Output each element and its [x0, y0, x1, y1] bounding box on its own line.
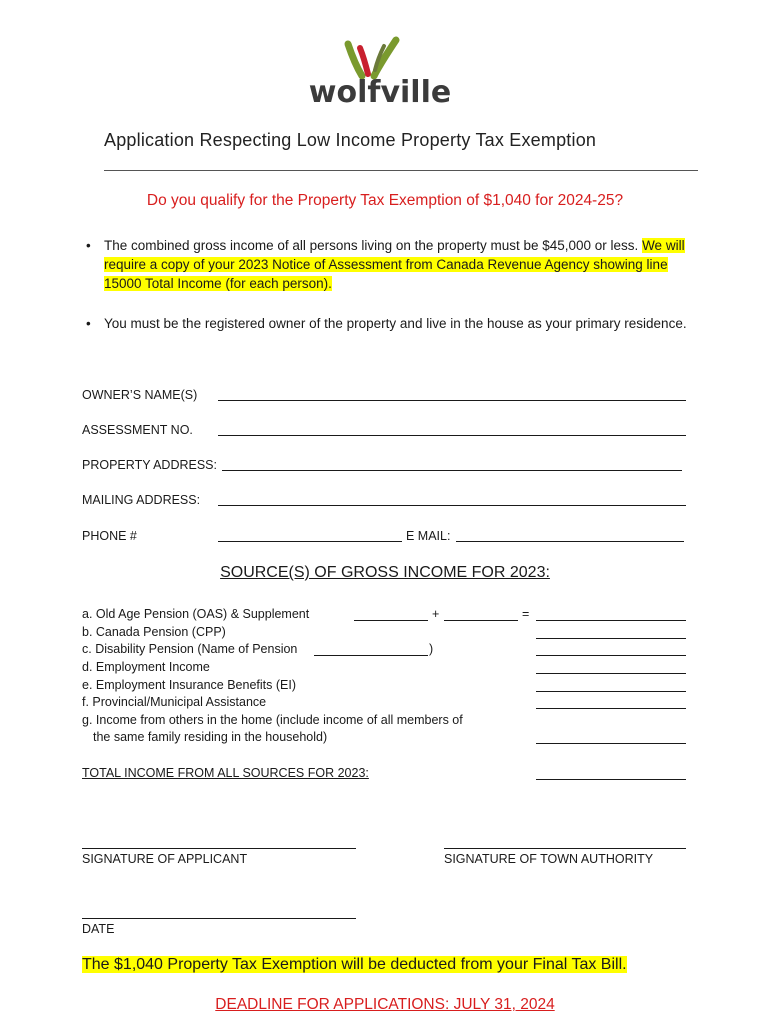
supplement-field[interactable]: [444, 620, 518, 621]
income-item-e: e. Employment Insurance Benefits (EI): [82, 678, 296, 692]
income-item-d: d. Employment Income: [82, 660, 210, 674]
title-divider: [104, 170, 698, 171]
total-income-field[interactable]: [536, 779, 686, 780]
property-address-label: PROPERTY ADDRESS:: [82, 458, 217, 472]
deduction-note: [82, 956, 627, 974]
pension-name-close-paren: ): [429, 642, 434, 656]
income-item-b: b. Canada Pension (CPP): [82, 625, 226, 639]
qualify-question: Do you qualify for the Property Tax Exemption of $1,040 for 2024-25?: [146, 192, 624, 209]
notice-of-assessment-highlight: We will require a copy of your 2023 Notice of Assessment from Canada Revenue Agency showing line 15000 Total Income (for each person).: [104, 238, 685, 291]
income-d-field[interactable]: [536, 673, 686, 674]
ownership-requirement-text: You must be the registered owner of the property and live in the house as your primary residence.: [104, 316, 687, 331]
bullet-dot: •: [86, 238, 91, 253]
logo-wordmark: wolfville: [308, 75, 452, 110]
income-f-field[interactable]: [536, 708, 686, 709]
income-e-field[interactable]: [536, 691, 686, 692]
wolfville-logo-mark: [300, 36, 460, 120]
deadline-notice: [0, 996, 770, 1014]
property-address-field[interactable]: [222, 470, 682, 471]
bullet-dot: •: [86, 316, 91, 331]
income-b-field[interactable]: [536, 638, 686, 639]
income-c-field[interactable]: [536, 655, 686, 656]
income-item-g: g. Income from others in the home (include income of all members of: [82, 713, 463, 727]
total-income-label: TOTAL INCOME FROM ALL SOURCES FOR 2023:: [82, 766, 369, 780]
income-g-field[interactable]: [536, 743, 686, 744]
income-heading-text: SOURCE(S) OF GROSS INCOME FOR 2023:: [220, 564, 550, 581]
oas-field[interactable]: [354, 620, 428, 621]
applicant-signature-label: SIGNATURE OF APPLICANT: [82, 852, 248, 866]
date-label: DATE: [82, 922, 115, 936]
wolfville-logo: [300, 36, 460, 120]
email-field[interactable]: [456, 541, 684, 542]
page-title: Application Respecting Low Income Property Tax Exemption: [104, 130, 597, 150]
assessment-no-field[interactable]: [218, 435, 686, 436]
mailing-address-field[interactable]: [218, 505, 686, 506]
phone-label: PHONE #: [82, 529, 137, 543]
income-item-g-continued: the same family residing in the household): [93, 730, 328, 744]
applicant-signature-field[interactable]: [82, 848, 356, 849]
authority-signature-label: SIGNATURE OF TOWN AUTHORITY: [444, 852, 654, 866]
income-item-a: a. Old Age Pension (OAS) & Supplement: [82, 607, 310, 621]
date-field[interactable]: [82, 918, 356, 919]
deadline-text: DEADLINE FOR APPLICATIONS: JULY 31, 2024: [215, 996, 555, 1013]
deduction-note-text: The $1,040 Property Tax Exemption will be deducted from your Final Tax Bill.: [82, 956, 627, 973]
owners-name-label: OWNER’S NAME(S): [82, 388, 198, 402]
assessment-no-label: ASSESSMENT NO.: [82, 423, 193, 437]
phone-field[interactable]: [218, 541, 402, 542]
bullet-text: [104, 236, 694, 293]
owners-name-field[interactable]: [218, 400, 686, 401]
income-requirement-text: The combined gross income of all persons living on the property must be $45,000 or less.: [104, 238, 639, 253]
income-item-c: c. Disability Pension (Name of Pension: [82, 642, 298, 656]
income-item-f: f. Provincial/Municipal Assistance: [82, 695, 267, 709]
equals-sign: =: [522, 607, 530, 621]
email-label: E MAIL:: [406, 529, 451, 543]
income-a-total-field[interactable]: [536, 620, 686, 621]
pension-name-field[interactable]: [314, 655, 428, 656]
mailing-address-label: MAILING ADDRESS:: [82, 493, 201, 507]
authority-signature-field[interactable]: [444, 848, 686, 849]
plus-sign: +: [432, 607, 440, 621]
income-section-heading: [0, 564, 770, 582]
